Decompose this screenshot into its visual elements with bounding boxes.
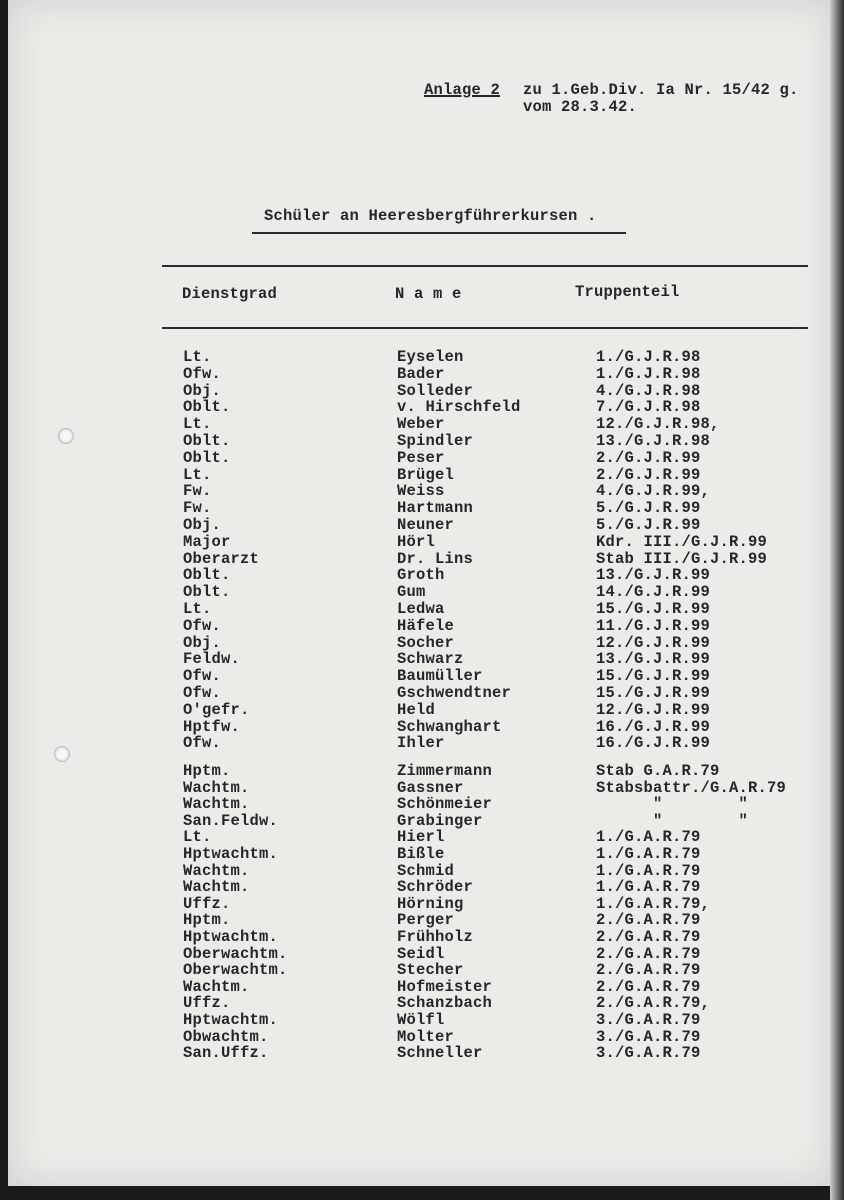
cell-unit: 1./G.J.R.98 [596,364,701,383]
cell-rank: Oberwachtm. [183,961,288,980]
cell-rank: Wachtm. [183,778,250,797]
cell-unit: 1./G.J.R.98 [596,348,701,366]
cell-rank: Ofw. [183,364,222,383]
attachment-label: Anlage 2 [424,81,501,99]
cell-unit: Kdr. III./G.J.R.99 [596,532,768,551]
cell-name: v. Hirschfeld [397,398,521,417]
cell-unit: 11./G.J.R.99 [596,616,711,635]
cell-name: Bißle [397,845,445,863]
cell-unit: 2./G.A.R.79 [596,961,701,980]
cell-unit: 12./G.J.R.99 [596,700,711,719]
cell-rank: Uffz. [183,894,231,913]
cell-unit: 3./G.A.R.79 [596,1011,701,1029]
cell-unit: 1./G.A.R.79, [596,894,711,913]
cell-name: Hofmeister [397,977,493,996]
cell-name: Häfele [397,616,455,635]
cell-name: Weber [397,415,445,434]
table-header-rule [162,327,808,329]
cell-rank: Feldw. [183,650,241,669]
cell-unit: " " [596,795,749,814]
cell-name: Held [397,700,436,719]
cell-unit: 1./G.A.R.79 [596,828,701,847]
cell-name: Zimmermann [397,762,493,780]
cell-name: Perger [397,911,455,930]
cell-rank: Oblt. [183,448,231,467]
cell-name: Gum [397,583,426,602]
cell-name: Groth [397,566,445,585]
column-header-name: N a m e [395,285,462,303]
cell-rank: Oblt. [183,583,231,602]
title-underline [252,232,626,234]
document-page [8,0,834,1186]
cell-rank: San.Uffz. [183,1044,269,1063]
cell-name: Bader [397,364,445,383]
cell-name: Baumüller [397,667,483,686]
cell-name: Dr. Lins [397,549,474,568]
cell-rank: Lt. [183,600,212,618]
cell-rank: Obj. [183,381,222,400]
cell-unit: 5./G.J.R.99 [596,516,701,534]
cell-unit: 1./G.A.R.79 [596,861,701,880]
cell-unit: 16./G.J.R.99 [596,734,711,753]
reference-line-2: vom 28.3.42. [523,98,638,116]
cell-rank: Hptwachtm. [183,845,279,863]
cell-name: Seidl [397,944,445,963]
cell-unit: 2./G.A.R.79 [596,928,701,946]
cell-rank: Hptm. [183,762,231,780]
cell-name: Peser [397,448,445,467]
cell-rank: Oblt. [183,398,231,417]
cell-unit: 13./G.J.R.99 [596,566,711,585]
cell-rank: Obj. [183,516,222,534]
cell-rank: San.Feldw. [183,811,279,830]
cell-rank: Fw. [183,499,212,518]
cell-rank: Hptm. [183,911,231,930]
cell-name: Schanzbach [397,994,493,1013]
cell-unit: 16./G.J.R.99 [596,717,711,736]
cell-unit: 7./G.J.R.98 [596,398,701,417]
cell-name: Ledwa [397,600,445,618]
cell-unit: Stab III./G.J.R.99 [596,549,768,568]
cell-unit: 4./G.J.R.99, [596,482,711,501]
column-header-rank: Dienstgrad [182,285,278,303]
cell-name: Weiss [397,482,445,501]
cell-unit: 1./G.A.R.79 [596,845,701,863]
cell-name: Ihler [397,734,445,753]
cell-rank: Hptwachtm. [183,928,279,946]
cell-rank: Lt. [183,348,212,366]
cell-unit: Stab G.A.R.79 [596,762,720,780]
cell-unit: 2./G.J.R.99 [596,448,701,467]
cell-rank: Lt. [183,828,212,847]
cell-unit: 14./G.J.R.99 [596,583,711,602]
cell-rank: Ofw. [183,667,222,686]
cell-rank: Major [183,532,231,551]
cell-name: Hartmann [397,499,474,518]
cell-name: Schönmeier [397,795,493,814]
cell-unit: 1./G.A.R.79 [596,878,701,897]
table-top-rule [162,265,808,267]
cell-name: Frühholz [397,928,474,946]
cell-name: Schneller [397,1044,483,1063]
cell-rank: Wachtm. [183,795,250,814]
cell-rank: Lt. [183,465,212,484]
cell-unit: 15./G.J.R.99 [596,600,711,618]
cell-unit: 5./G.J.R.99 [596,499,701,518]
cell-unit: " " [596,811,749,830]
cell-rank: Oberarzt [183,549,260,568]
cell-rank: Obj. [183,633,222,652]
cell-name: Spindler [397,432,474,450]
cell-unit: 2./G.A.R.79 [596,944,701,963]
cell-rank: Ofw. [183,734,222,753]
cell-name: Brügel [397,465,455,484]
cell-unit: 2./G.A.R.79, [596,994,711,1013]
cell-unit: 2./G.A.R.79 [596,911,701,930]
cell-name: Gassner [397,778,464,797]
punch-hole [54,746,70,762]
cell-name: Neuner [397,516,455,534]
cell-rank: Wachtm. [183,977,250,996]
cell-rank: O'gefr. [183,700,250,719]
cell-unit: 15./G.J.R.99 [596,684,711,702]
cell-name: Stecher [397,961,464,980]
cell-rank: Hptwachtm. [183,1011,279,1029]
cell-rank: Obwachtm. [183,1027,269,1046]
cell-unit: 13./G.J.R.99 [596,650,711,669]
cell-unit: 2./G.A.R.79 [596,977,701,996]
cell-rank: Ofw. [183,684,222,702]
cell-rank: Wachtm. [183,861,250,880]
cell-rank: Hptfw. [183,717,241,736]
cell-rank: Fw. [183,482,212,501]
cell-rank: Ofw. [183,616,222,635]
cell-rank: Wachtm. [183,878,250,897]
cell-name: Hörl [397,532,436,551]
cell-rank: Oberwachtm. [183,944,288,963]
cell-name: Eyselen [397,348,464,366]
reference-line-1: zu 1.Geb.Div. Ia Nr. 15/42 g. [523,81,799,99]
cell-rank: Uffz. [183,994,231,1013]
cell-name: Hörning [397,894,464,913]
cell-name: Wölfl [397,1011,445,1029]
cell-unit: 15./G.J.R.99 [596,667,711,686]
cell-rank: Oblt. [183,432,231,450]
cell-name: Schwarz [397,650,464,669]
cell-rank: Lt. [183,415,212,434]
cell-rank: Oblt. [183,566,231,585]
cell-name: Solleder [397,381,474,400]
cell-name: Schmid [397,861,455,880]
punch-hole [58,428,74,444]
cell-unit: 12./G.J.R.99 [596,633,711,652]
column-header-unit: Truppenteil [575,283,680,301]
cell-unit: 4./G.J.R.98 [596,381,701,400]
cell-name: Socher [397,633,455,652]
cell-unit: 2./G.J.R.99 [596,465,701,484]
cell-name: Grabinger [397,811,483,830]
cell-name: Schwanghart [397,717,502,736]
document-title: Schüler an Heeresbergführerkursen . [264,207,597,225]
cell-unit: 12./G.J.R.98, [596,415,720,434]
cell-unit: 13./G.J.R.98 [596,432,711,450]
page-edge [830,0,844,1200]
cell-name: Molter [397,1027,455,1046]
cell-unit: 3./G.A.R.79 [596,1027,701,1046]
cell-name: Gschwendtner [397,684,512,702]
cell-name: Schröder [397,878,474,897]
cell-name: Hierl [397,828,445,847]
cell-unit: 3./G.A.R.79 [596,1044,701,1063]
cell-unit: Stabsbattr./G.A.R.79 [596,778,787,797]
